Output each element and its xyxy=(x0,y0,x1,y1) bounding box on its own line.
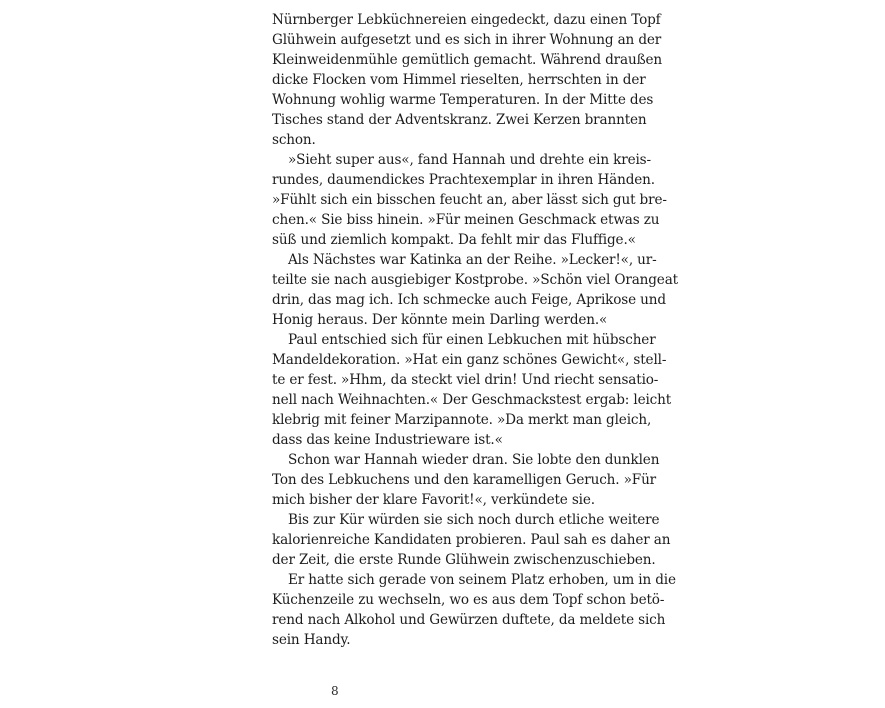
page-number: 8 xyxy=(331,684,339,698)
body-text xyxy=(272,10,678,650)
text-line: Tisches stand der Adventskranz. Zwei Kerzen brannten xyxy=(272,112,647,128)
text-line: »Fühlt sich ein bisschen feucht an, aber lässt sich gut bre- xyxy=(272,192,667,208)
text-line: Küchenzeile zu wechseln, wo es aus dem Topf schon betö- xyxy=(272,592,665,608)
text-line: rend nach Alkohol und Gewürzen duftete, da meldete sich xyxy=(272,612,666,628)
text-line: Als Nächstes war Katinka an der Reihe. »Lecker!«, ur- xyxy=(288,252,657,268)
text-line: Paul entschied sich für einen Lebkuchen mit hübscher xyxy=(288,332,656,348)
text-line: schon. xyxy=(272,132,316,148)
text-line: dass das keine Industrieware ist.« xyxy=(272,432,503,448)
text-line: mich bisher der klare Favorit!«, verkündete sie. xyxy=(272,492,595,508)
text-line: Glühwein aufgesetzt und es sich in ihrer Wohnung an der xyxy=(272,32,662,48)
text-line: Bis zur Kür würden sie sich noch durch etliche weitere xyxy=(288,512,660,528)
text-line: kalorienreiche Kandidaten probieren. Paul sah es daher an xyxy=(272,532,671,548)
text-line: »Sieht super aus«, fand Hannah und drehte ein kreis- xyxy=(288,152,651,168)
text-line: Nürnberger Lebküchnereien eingedeckt, dazu einen Topf xyxy=(272,12,661,28)
text-line: rundes, daumendickes Prachtexemplar in ihren Händen. xyxy=(272,172,655,188)
text-line: drin, das mag ich. Ich schmecke auch Feige, Aprikose und xyxy=(272,292,666,308)
text-line: Wohnung wohlig warme Temperaturen. In der Mitte des xyxy=(272,92,654,108)
text-line: Ton des Lebkuchens und den karamelligen Geruch. »Für xyxy=(272,472,657,488)
text-line: Schon war Hannah wieder dran. Sie lobte den dunklen xyxy=(288,452,660,468)
text-line: te er fest. »Hhm, da steckt viel drin! Und riecht sensatio- xyxy=(272,372,659,388)
text-line: dicke Flocken vom Himmel rieselten, herrschten in der xyxy=(272,72,646,88)
text-line: süß und ziemlich kompakt. Da fehlt mir das Fluffige.« xyxy=(272,232,636,248)
text-line: der Zeit, die erste Runde Glühwein zwischenzuschieben. xyxy=(272,552,656,568)
text-line: Mandeldekoration. »Hat ein ganz schönes Gewicht«, stell- xyxy=(272,352,667,368)
text-line: Kleinweidenmühle gemütlich gemacht. Während draußen xyxy=(272,52,663,68)
text-line: chen.« Sie biss hinein. »Für meinen Geschmack etwas zu xyxy=(272,212,660,228)
text-line: Honig heraus. Der könnte mein Darling werden.« xyxy=(272,312,608,328)
text-line: sein Handy. xyxy=(272,632,351,648)
text-line: klebrig mit feiner Marzipannote. »Da merkt man gleich, xyxy=(272,412,652,428)
text-line: Er hatte sich gerade von seinem Platz erhoben, um in die xyxy=(288,572,676,588)
text-line: nell nach Weihnachten.« Der Geschmackstest ergab: leicht xyxy=(272,392,672,408)
text-line: teilte sie nach ausgiebiger Kostprobe. »Schön viel Orangeat xyxy=(272,272,678,288)
